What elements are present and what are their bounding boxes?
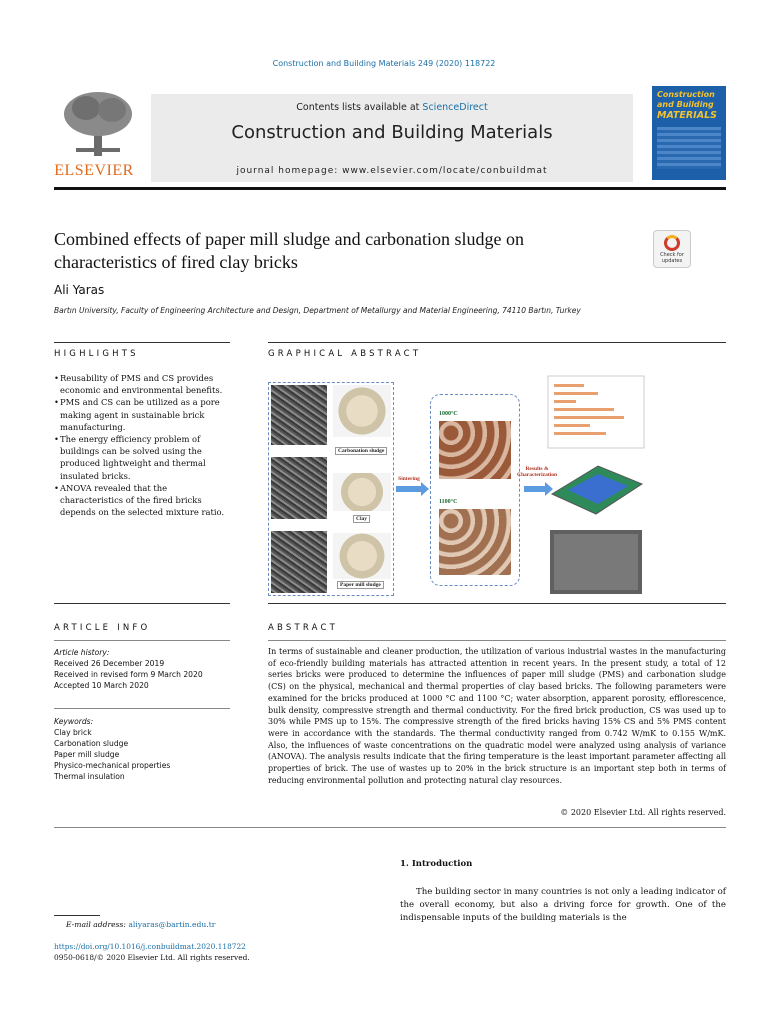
footnote-rule <box>54 915 100 916</box>
highlight-item: • The energy efficiency problem of buildings can be solved using the produced lightweight and thermal insulated bricks. <box>54 433 230 482</box>
contents-prefix: Contents lists available at <box>296 102 423 113</box>
clay-photo <box>333 473 391 511</box>
received-date: Received 26 December 2019 <box>54 659 165 668</box>
abstract-rule <box>268 603 726 604</box>
tree-icon <box>58 88 138 160</box>
issn-copyright: 0950-0618/© 2020 Elsevier Ltd. All rights reserved. <box>54 953 250 962</box>
highlights-list <box>54 372 230 518</box>
section-heading: 1. Introduction <box>400 859 473 869</box>
clay-label: Clay <box>353 515 370 523</box>
introduction-text: The building sector in many countries is not only a leading indicator of the overall economy, but also a driving force for growth. One of the indispensable inputs of the building materials is the <box>400 887 726 923</box>
article-history <box>54 647 230 691</box>
journal-header-box <box>151 94 633 182</box>
elsevier-logo <box>54 86 146 182</box>
cover-graphic <box>657 127 721 169</box>
graphical-abstract-rule <box>268 342 726 343</box>
keywords-block <box>54 716 230 782</box>
header-rule <box>54 187 726 190</box>
cover-line-1: Construction <box>657 90 715 99</box>
crossmark-icon <box>664 235 680 251</box>
abstract-subrule <box>268 640 726 641</box>
raw-materials-panel <box>268 382 394 596</box>
keyword: Carbonation sludge <box>54 739 129 748</box>
keyword: Physico-mechanical properties <box>54 761 171 770</box>
graphical-abstract-heading: GRAPHICAL ABSTRACT <box>268 349 422 359</box>
check-for-updates-badge[interactable] <box>653 230 691 268</box>
keyword: Thermal insulation <box>54 772 125 781</box>
highlights-rule <box>54 342 230 343</box>
abstract-text: In terms of sustainable and cleaner production, the utilization of various industrial wastes in the manufacturing of eco-friendly building materials has attracted attention in recent years. In the present study, a total of 12 series bricks were produced to determine the influences of paper mill sludge (PMS) and carbonation sludge (CS) on the physical, mechanical and thermal properties of clay based bricks. The following parameters were examined for the bricks produced at 1000 °C and 1100 °C; water absorption, apparent porosity, efflorescence, bulk density, compressive strength and thermal conductivity. For the fired brick production, CS was used up to 30% while PMS up to 15%. The compressive strength of the fired bricks having 15% CS and 5% PMS content were in accordance with the standards. The thermal conductivity ranged from 0.742 W/mK to 0.155 W/mK. Also, the influences of waste concentrations on the quadratic model were analyzed using analysis of variance (ANOVA). The analysis results indicate that the firing temperature is the least important parameter affecting all properties of brick. The use of wastes up to 20% in the brick structure is an important step both in terms of reducing environmental pollution and protecting natural clay resources. <box>268 647 726 785</box>
accepted-date: Accepted 10 March 2020 <box>54 681 149 690</box>
sem-image <box>271 457 327 519</box>
article-title: Combined effects of paper mill sludge and carbonation sludge on characteristics of fired clay bricks <box>54 229 525 272</box>
highlight-item: • PMS and CS can be utilized as a pore making agent in sustainable brick manufacturing. <box>54 396 230 433</box>
results-charts <box>538 374 648 600</box>
cover-line-2: and Building <box>657 100 714 109</box>
journal-cover <box>652 86 726 180</box>
journal-title: Construction and Building Materials <box>231 122 553 143</box>
keywords-rule <box>54 708 230 709</box>
badge-label: Check for updates <box>660 252 684 264</box>
contents-line <box>151 102 633 113</box>
front-matter-rule <box>54 827 726 828</box>
fired-bricks-panel <box>430 394 520 586</box>
carbonation-sludge-label: Carbonation sludge <box>335 447 387 455</box>
paper-mill-sludge-label: Paper mill sludge <box>337 581 384 589</box>
revised-date: Received in revised form 9 March 2020 <box>54 670 203 679</box>
keywords-label: Keywords: <box>54 717 94 726</box>
sintering-label: Sintering <box>398 476 420 482</box>
paper-mill-sludge-photo <box>333 533 391 579</box>
email-link[interactable]: aliyaras@bartin.edu.tr <box>128 920 216 929</box>
highlight-item: • Reusability of PMS and CS provides economic and environmental benefits. <box>54 372 230 396</box>
keyword: Clay brick <box>54 728 92 737</box>
email-label: E-mail address: <box>66 920 129 929</box>
sciencedirect-link[interactable]: ScienceDirect <box>422 102 488 113</box>
article-info-heading: ARTICLE INFO <box>54 623 151 633</box>
sem-image <box>271 385 327 445</box>
author-affiliation: Bartın University, Faculty of Engineering Architecture and Design, Department of Metallurgy and Material Engineering, 74110 Bartın, Turkey <box>54 306 581 315</box>
abstract-heading: ABSTRACT <box>268 623 339 633</box>
article-info-rule <box>54 603 230 604</box>
temperature-label: 1100°C <box>439 499 458 505</box>
doi-link[interactable]: https://doi.org/10.1016/j.conbuildmat.2020.118722 <box>54 942 246 951</box>
sem-image <box>271 531 327 593</box>
author-name: Ali Yaras <box>54 283 105 297</box>
article-info-subrule <box>54 640 230 641</box>
masthead <box>54 86 726 182</box>
results-label: Results & Characterization <box>516 466 557 478</box>
journal-citation[interactable]: Construction and Building Materials 249 (2020) 118722 <box>272 59 496 68</box>
carbonation-sludge-photo <box>333 385 391 437</box>
keyword: Paper mill sludge <box>54 750 120 759</box>
bricks-photo <box>439 509 511 575</box>
cover-line-3: MATERIALS <box>657 110 717 121</box>
graphical-abstract-figure <box>268 374 648 600</box>
highlights-heading: HIGHLIGHTS <box>54 349 139 359</box>
publisher-name: ELSEVIER <box>54 162 134 179</box>
abstract-copyright: © 2020 Elsevier Ltd. All rights reserved. <box>560 808 726 817</box>
corresponding-email <box>66 920 215 929</box>
arrow-icon <box>396 486 422 492</box>
temperature-label: 1000°C <box>439 411 458 417</box>
bricks-photo <box>439 421 511 479</box>
journal-homepage[interactable]: journal homepage: www.elsevier.com/locate/conbuildmat <box>236 166 548 176</box>
highlight-item: • ANOVA revealed that the characteristics of the fired bricks depends on the selected mixture ratio. <box>54 482 230 519</box>
history-label: Article history: <box>54 648 110 657</box>
